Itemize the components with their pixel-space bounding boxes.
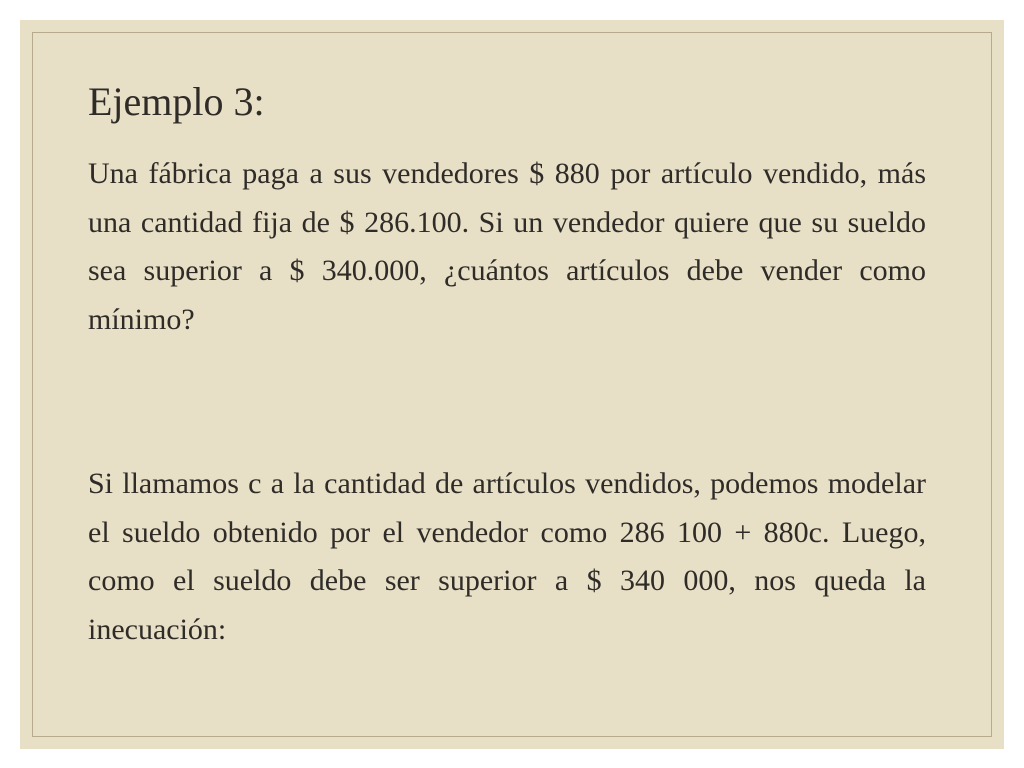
model-explanation-paragraph: Si llamamos c a la cantidad de artículos vendidos, podemos modelar el sueldo obtenido por el vendedor como 286 100 + 880c. Luego, como el sueldo debe ser superior a $ 340 000, nos queda la inecuación:	[88, 467, 926, 646]
slide	[20, 20, 1004, 749]
slide-title: Ejemplo 3:	[88, 79, 265, 124]
problem-statement-paragraph: Una fábrica paga a sus vendedores $ 880 por artículo vendido, más una cantidad fija de $ 286.100. Si un vendedor quiere que su sueldo sea superior a $ 340.000, ¿cuántos artículos debe vender como mínimo?	[88, 157, 926, 336]
